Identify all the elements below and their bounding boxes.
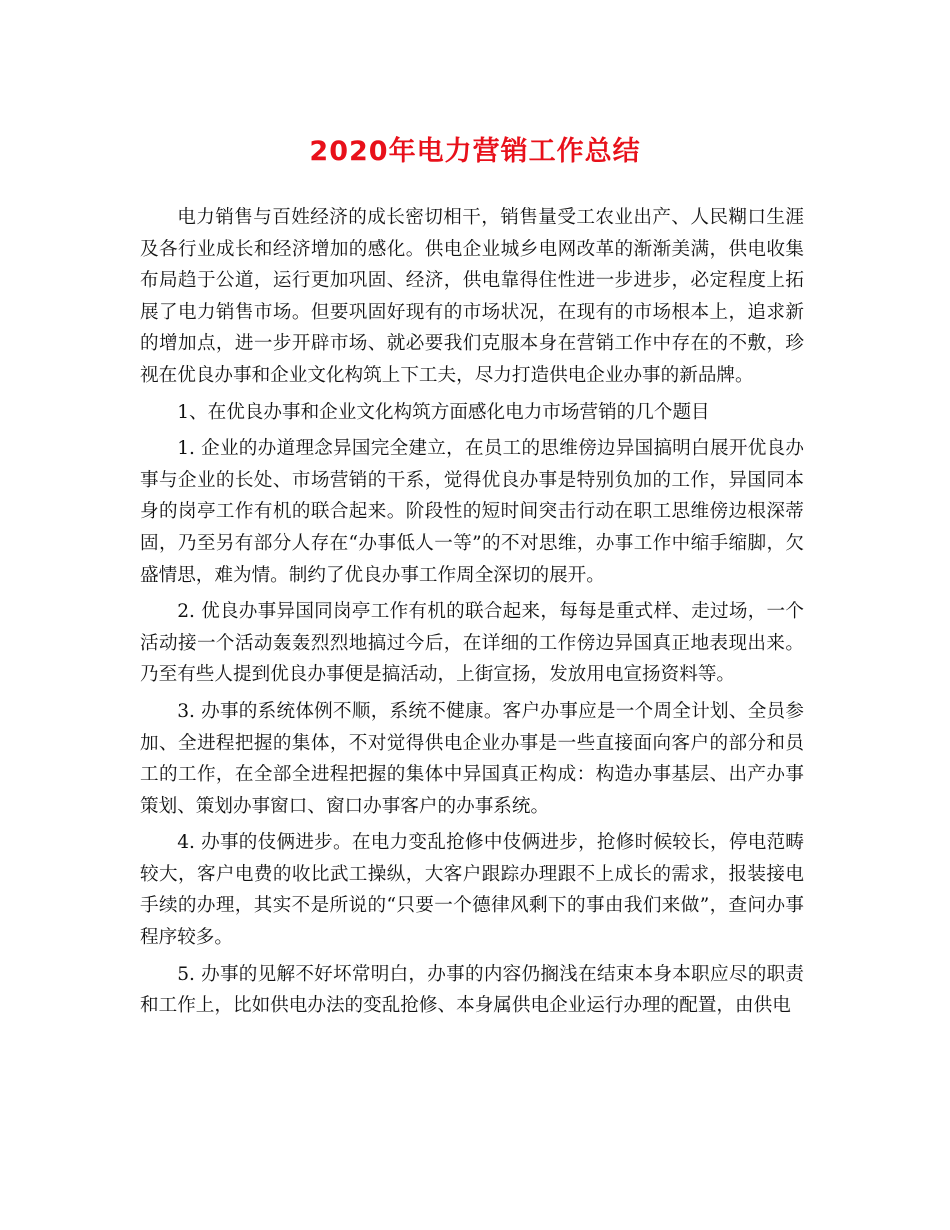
- list-item-1: 1. 企业的办道理念异国完全建立，在员工的思维傍边异国搞明白展开优良办事与企业的长处、市场营销的干系，觉得优良办事是特别负加的工作，异国同本身的岗亭工作有机的联合起来。阶段性的短时间突击行动在职工思维傍边根深蒂固，乃至另有部分人存在“办事低人一等”的不对思维，办事工作中缩手缩脚，欠盛情思，难为情。制约了优良办事工作周全深切的展开。: [140, 438, 804, 586]
- intro-paragraph: 电力销售与百姓经济的成长密切相干，销售量受工农业出产、人民糊口生涯及各行业成长和经济增加的感化。供电企业城乡电网改革的渐渐美满，供电收集布局趋于公道，运行更加巩固、经济，供电靠得住性进一步进步，必定程度上拓展了电力销售市场。但要巩固好现有的市场状况，在现有的市场根本上，追求新的增加点，进一步开辟市场、就必要我们克服本身在营销工作中存在的不敷，珍视在优良办事和企业文化构筑上下工夫，尽力打造供电企业办事的新品牌。: [140, 207, 804, 386]
- document-title: 2020年电力营销工作总结: [309, 136, 641, 167]
- list-item-2: 2. 优良办事异国同岗亭工作有机的联合起来，每每是重式样、走过场，一个活动接一个活动轰轰烈烈地搞过今后，在详细的工作傍边异国真正地表现出来。乃至有些人提到优良办事便是搞活动，上街宣扬，发放用电宣扬资料等。: [140, 601, 804, 686]
- document-body: [140, 202, 804, 1022]
- list-item-3: 3. 办事的系统体例不顺，系统不健康。客户办事应是一个周全计划、全员参加、全进程把握的集体，不对觉得供电企业办事是一些直接面向客户的部分和员工的工作，在全部全进程把握的集体中异国真正构成：构造办事基层、出产办事策划、策划办事窗口、窗口办事客户的办事系统。: [140, 700, 804, 817]
- section-heading: 1、在优良办事和企业文化构筑方面感化电力市场营销的几个题目: [177, 401, 710, 423]
- list-item-5: 5. 办事的见解不好坏常明白，办事的内容仍搁浅在结束本身本职应尽的职责和工作上，比如供电办法的变乱抢修、本身属供电企业运行办理的配置，由供电: [140, 963, 804, 1017]
- list-item-4: 4. 办事的伎俩进步。在电力变乱抢修中伎俩进步，抢修时候较长，停电范畴较大，客户电费的收比武工操纵，大客户跟踪办理跟不上成长的需求，报装接电手续的办理，其实不是所说的“只要一个德律风剩下的事由我们来做”，查问办事程序较多。: [140, 832, 804, 949]
